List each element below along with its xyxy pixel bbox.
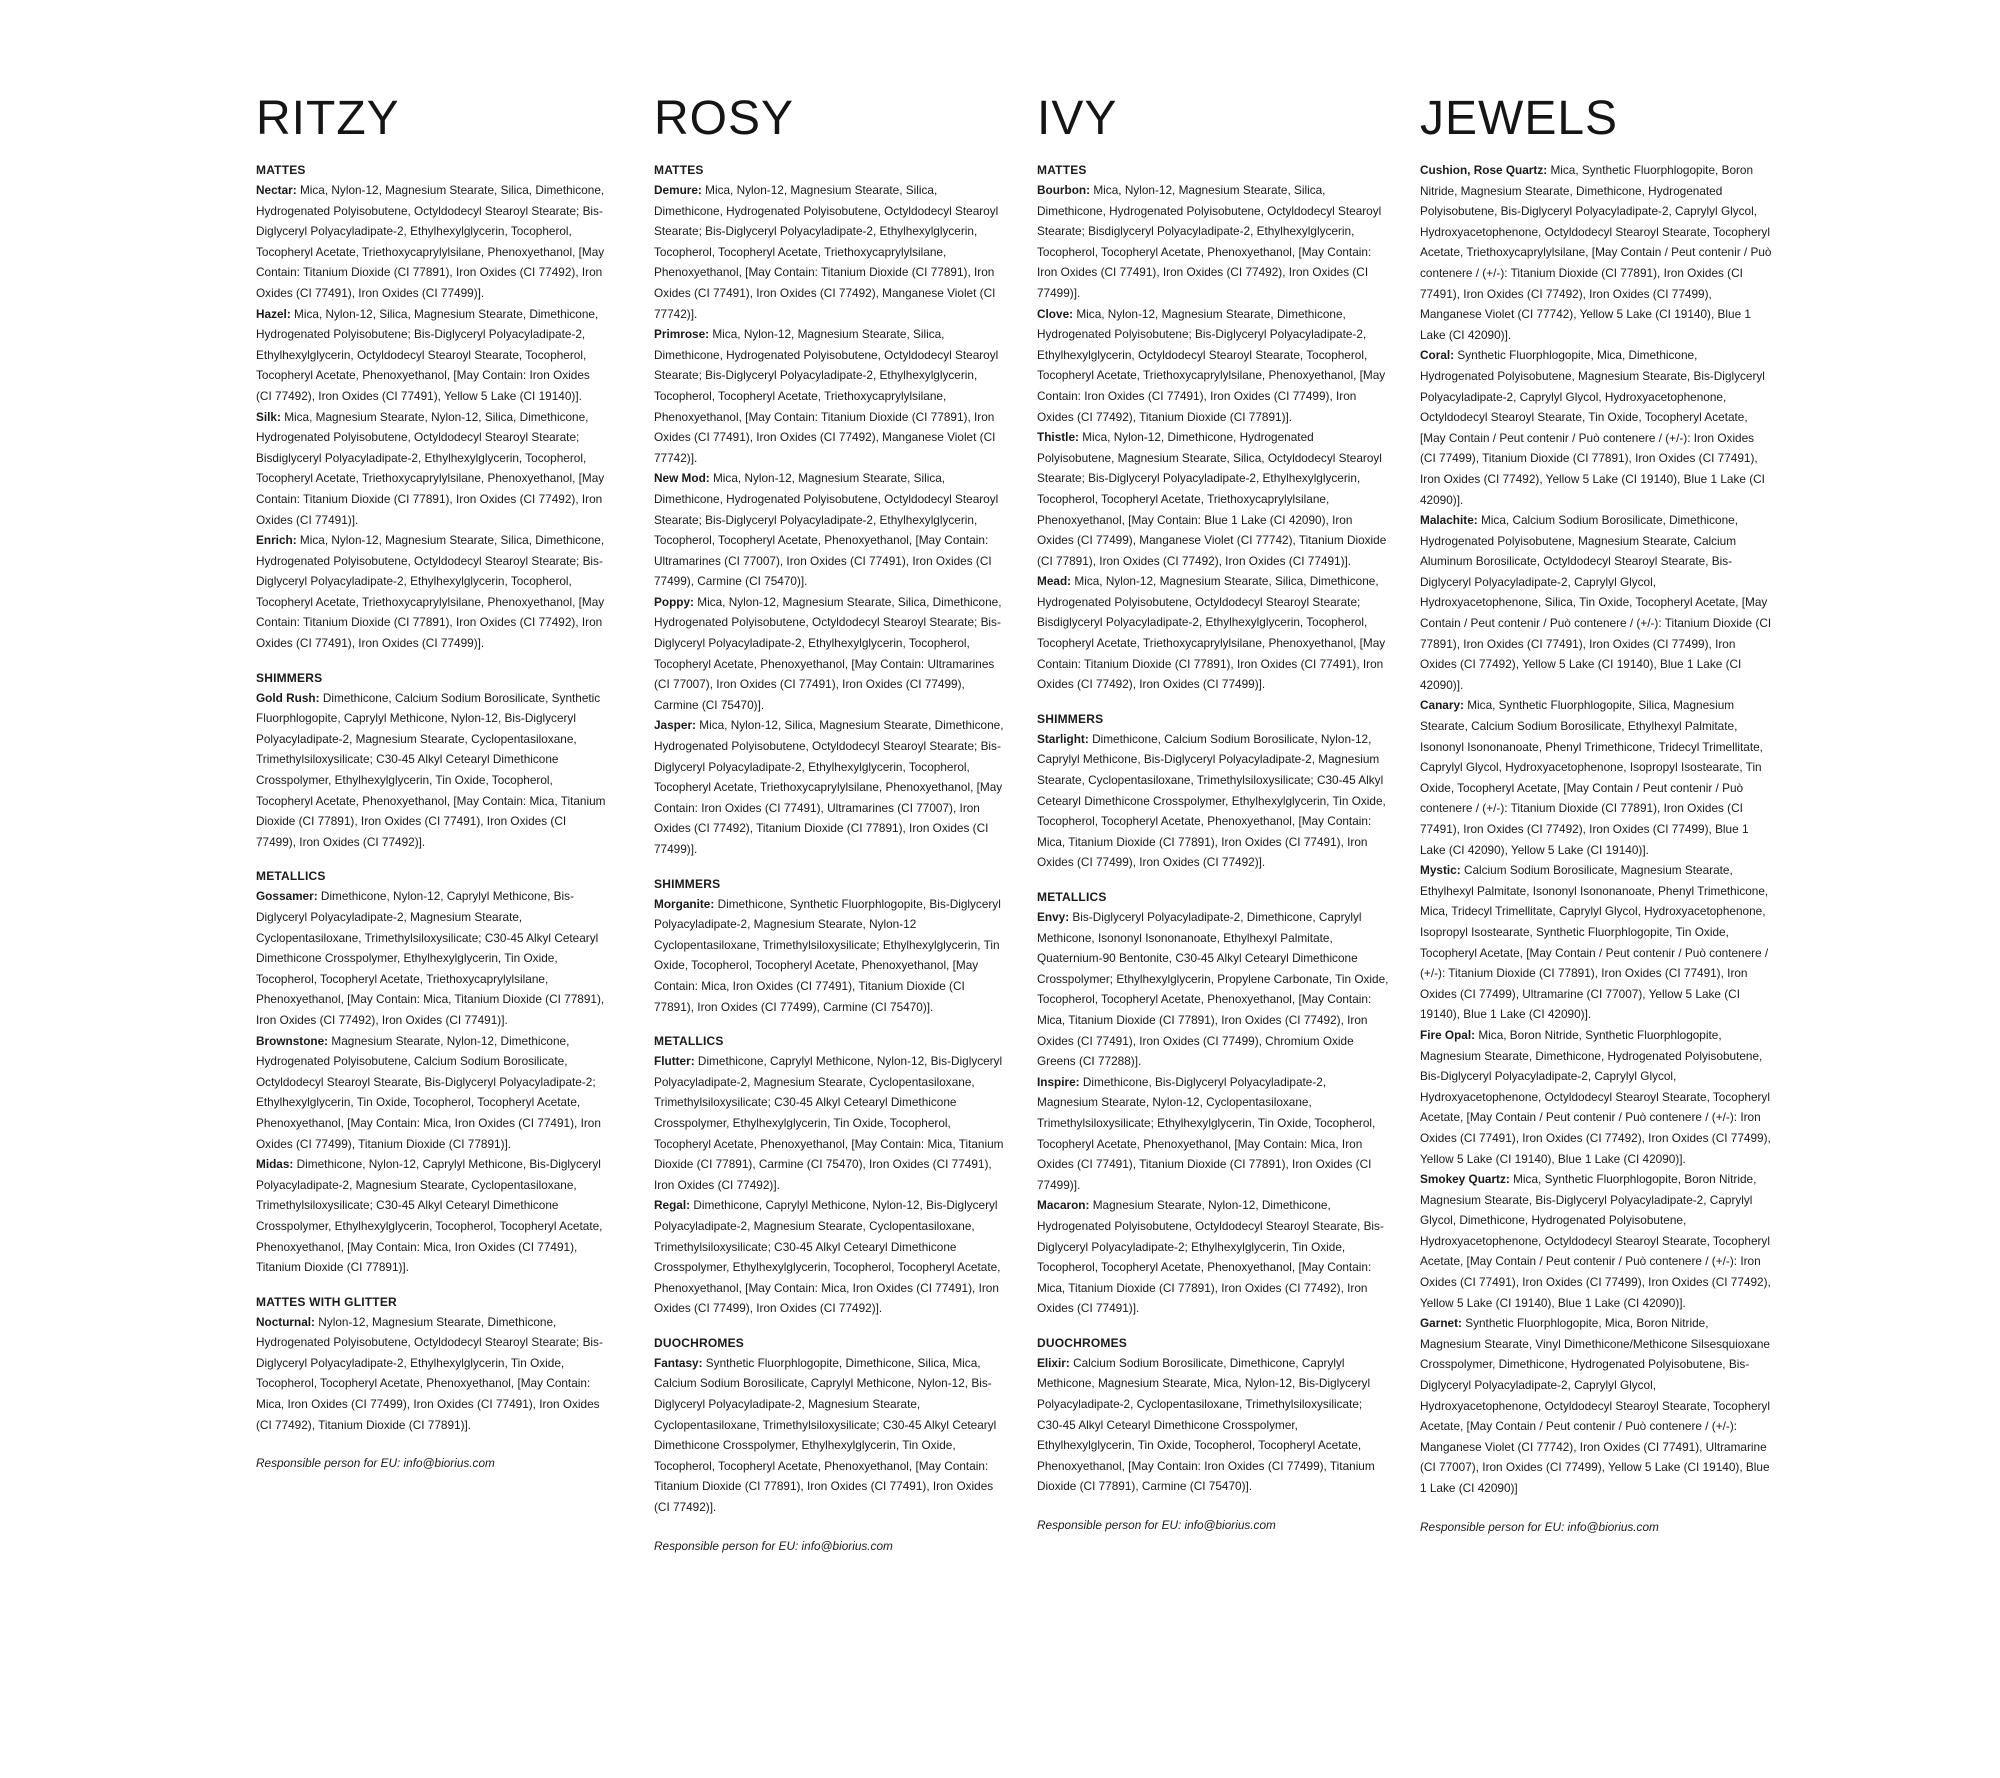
column-rosy <box>654 90 1006 1556</box>
eu-responsible-person-note: Responsible person for EU: info@biorius.com <box>256 1456 495 1471</box>
shade-name: Inspire: <box>1037 1074 1080 1089</box>
shade-entry <box>654 1195 1006 1319</box>
ingredient-list: Mica, Magnesium Stearate, Nylon-12, Silica, Dimethicone, Hydrogenated Polyisobutene, Octyldodecyl Stearoyl Stearate; Bisdiglyceryl Polyacyladipate-2, Ethylhexylglycerin, Tocopherol, Tocopheryl Acetate, Triethoxycaprylylsilane, Phenoxyethanol, [May Contain: Titanium Dioxide (CI 77891), Iron Oxides (CI 77492), Iron Oxides (CI 77491)]. <box>256 409 605 527</box>
ingredient-list: Dimethicone, Caprylyl Methicone, Nylon-12, Bis-Diglyceryl Polyacyladipate-2, Magnesium Stearate, Cyclopentasiloxane, Trimethylsiloxysilicate; C30-45 Alkyl Cetearyl Dimethicone Crosspolymer, Ethylhexylglycerin, Tin Oxide, Tocopherol, Tocopheryl Acetate, Phenoxyethanol, [May Contain: Mica, Titanium Dioxide (CI 77891), Carmine (CI 75470), Iron Oxides (CI 77491), Iron Oxides (CI 77492)]. <box>654 1054 1004 1192</box>
shade-name: Jasper: <box>654 718 696 733</box>
ingredient-section <box>1420 160 1772 1499</box>
shade-entry <box>654 1353 1006 1518</box>
shade-name: Hazel: <box>256 306 291 321</box>
ingredient-list: Mica, Nylon-12, Magnesium Stearate, Silica, Dimethicone, Hydrogenated Polyisobutene, Octyldodecyl Stearoyl Stearate; Bis-Diglyceryl Polyacyladipate-2, Ethylhexylglycerin, Tocopherol, Tocopheryl Acetate, Phenoxyethanol, [May Contain: Ultramarines (CI 77007), Iron Oxides (CI 77491), Iron Oxides (CI 77499), Carmine (CI 75470)]. <box>654 594 1002 712</box>
shade-name: Enrich: <box>256 533 297 548</box>
shade-entry <box>256 1031 608 1155</box>
shade-name: Thistle: <box>1037 430 1079 445</box>
ingredient-list: Mica, Nylon-12, Magnesium Stearate, Silica, Dimethicone, Hydrogenated Polyisobutene, Octyldodecyl Stearoyl Stearate; Bis-Diglyceryl Polyacyladipate-2, Ethylhexylglycerin, Tocopherol, Tocopheryl Acetate, Triethoxycaprylylsilane, Phenoxyethanol, [May Contain: Titanium Dioxide (CI 77891), Iron Oxides (CI 77492), Iron Oxides (CI 77491), Iron Oxides (CI 77499)]. <box>256 183 605 300</box>
shade-name: Regal: <box>654 1198 691 1213</box>
column-jewels <box>1420 90 1772 1537</box>
shade-entry <box>654 180 1006 324</box>
shade-name: Demure: <box>654 183 702 197</box>
shade-name: Mystic: <box>1420 863 1461 878</box>
ingredient-list: Mica, Synthetic Fluorphlogopite, Boron Nitride, Magnesium Stearate, Bis-Diglyceryl Polyacyladipate-2, Caprylyl Glycol, Dimethicone, Hydrogenated Polyisobutene, Hydroxyacetophenone, Octyldodecyl Stearoyl Stearate, Tocopheryl Acetate, [May Contain / Peut contenir / Può contenere / (+/-): Iron Oxides (CI 77491), Iron Oxides (CI 77499), Iron Oxides (CI 77492), Yellow 5 Lake (CI 19140), Blue 1 Lake (CI 42090)]. <box>1420 1172 1771 1310</box>
shade-name: Fantasy: <box>654 1355 703 1370</box>
palette-title: JEWELS <box>1420 92 1619 145</box>
shade-entry <box>1037 571 1389 695</box>
ingredient-section <box>256 160 608 654</box>
shade-name: Fire Opal: <box>1420 1027 1476 1042</box>
ingredient-list: Synthetic Fluorphlogopite, Dimethicone, Silica, Mica, Calcium Sodium Borosilicate, Caprylyl Methicone, Nylon-12, Bis-Diglyceryl Polyacyladipate-2, Magnesium Stearate, Cyclopentasiloxane, Trimethylsiloxysilicate; C30-45 Alkyl Cetearyl Dimethicone Crosspolymer, Ethylhexylglycerin, Tin Oxide, Tocopherol, Tocopheryl Acetate, Phenoxyethanol, [May Contain: Titanium Dioxide (CI 77891), Iron Oxides (CI 77491), Iron Oxides (CI 77492)]. <box>654 1355 997 1515</box>
shade-name: Brownstone: <box>256 1033 329 1048</box>
shade-entry <box>654 715 1006 859</box>
shade-entry <box>256 180 608 304</box>
palette-title: ROSY <box>654 92 795 145</box>
palette-title: IVY <box>1037 92 1118 145</box>
section-heading: METALLICS <box>1037 890 1107 904</box>
column-ivy <box>1037 90 1389 1535</box>
ingredient-list: Mica, Synthetic Fluorphlogopite, Boron Nitride, Magnesium Stearate, Dimethicone, Hydrogenated Polyisobutene, Bis-Diglyceryl Polyacyladipate-2, Caprylyl Glycol, Hydroxyacetophenone, Octyldodecyl Stearoyl Stearate, Tocopheryl Acetate, Triethoxycaprylylsilane, [May Contain / Peut contenir / Può contenere / (+/-): Titanium Dioxide (CI 77891), Iron Oxides (CI 77491), Iron Oxides (CI 77492), Iron Oxides (CI 77499), Manganese Violet (CI 77742), Yellow 5 Lake (CI 19140), Blue 1 Lake (CI 42090)]. <box>1420 163 1772 342</box>
shade-entry <box>256 407 608 531</box>
ingredient-list: Dimethicone, Nylon-12, Caprylyl Methicone, Bis-Diglyceryl Polyacyladipate-2, Magnesium Stearate, Cyclopentasiloxane, Trimethylsiloxysilicate; C30-45 Alkyl Cetearyl Dimethicone Crosspolymer, Ethylhexylglycerin, Tocopherol, Tocopheryl Acetate, Phenoxyethanol, [May Contain: Mica, Iron Oxides (CI 77491), Titanium Dioxide (CI 77891)]. <box>256 1157 603 1275</box>
section-heading: SHIMMERS <box>1037 711 1104 726</box>
shade-entry <box>1420 860 1772 1025</box>
shade-name: Smokey Quartz: <box>1420 1172 1510 1187</box>
shade-entry <box>256 886 608 1030</box>
ingredient-list: Mica, Nylon-12, Silica, Magnesium Stearate, Dimethicone, Hydrogenated Polyisobutene, Octyldodecyl Stearoyl Stearate; Bis-Diglyceryl Polyacyladipate-2, Ethylhexylglycerin, Tocopherol, Tocopheryl Acetate, Triethoxycaprylylsilane, Phenoxyethanol, [May Contain: Iron Oxides (CI 77491), Ultramarines (CI 77007), Iron Oxides (CI 77492), Titanium Dioxide (CI 77891), Iron Oxides (CI 77499)]. <box>654 718 1004 856</box>
ingredient-list: Synthetic Fluorphlogopite, Mica, Dimethicone, Hydrogenated Polyisobutene, Magnesium Stearate, Bis-Diglyceryl Polyacyladipate-2, Caprylyl Glycol, Hydroxyacetophenone, Octyldodecyl Stearoyl Stearate, Tin Oxide, Tocopheryl Acetate, [May Contain / Peut contenir / Può contenere / (+/-): Iron Oxides (CI 77499), Titanium Dioxide (CI 77891), Iron Oxides (CI 77491), Iron Oxides (CI 77492), Yellow 5 Lake (CI 19140), Blue 1 Lake (CI 42090)]. <box>1420 348 1765 507</box>
shade-entry <box>654 592 1006 716</box>
shade-name: Coral: <box>1420 348 1455 363</box>
ingredient-list: Mica, Nylon-12, Magnesium Stearate, Silica, Dimethicone, Hydrogenated Polyisobutene, Octyldodecyl Stearoyl Stearate; Bis-Diglyceryl Polyacyladipate-2, Ethylhexylglycerin, Tocopherol, Tocopheryl Acetate, Triethoxycaprylylsilane, Phenoxyethanol, [May Contain: Titanium Dioxide (CI 77891), Iron Oxides (CI 77491), Iron Oxides (CI 77492), Manganese Violet (CI 77742)]. <box>654 183 999 321</box>
ingredient-list: Synthetic Fluorphlogopite, Mica, Boron Nitride, Magnesium Stearate, Vinyl Dimethicone/Methicone Silsesquioxane Crosspolymer, Dimethicone, Hydrogenated Polyisobutene, Bis-Diglyceryl Polyacyladipate-2, Caprylyl Glycol, Hydroxyacetophenone, Octyldodecyl Stearoyl Stearate, Tocopheryl Acetate, [May Contain / Peut contenir / Può contenere / (+/-): Manganese Violet (CI 77742), Iron Oxides (CI 77491), Ultramarine (CI 77007), Iron Oxides (CI 77499), Yellow 5 Lake (CI 19140), Blue 1 Lake (CI 42090)] <box>1420 1316 1770 1495</box>
section-heading: DUOCHROMES <box>654 1335 745 1350</box>
ingredient-list: Mica, Nylon-12, Magnesium Stearate, Silica, Dimethicone, Hydrogenated Polyisobutene, Octyldodecyl Stearoyl Stearate; Bis-Diglyceryl Polyacyladipate-2, Ethylhexylglycerin, Tocopherol, Tocopheryl Acetate, Phenoxyethanol, [May Contain: Ultramarines (CI 77007), Iron Oxides (CI 77491), Iron Oxides (CI 77499), Carmine (CI 75470)]. <box>654 471 999 589</box>
section-heading: SHIMMERS <box>256 670 323 685</box>
shade-entry <box>1037 907 1389 1072</box>
shade-name: Morganite: <box>654 896 715 911</box>
shade-entry <box>1420 1169 1772 1313</box>
ingredient-section <box>654 1333 1006 1518</box>
ingredient-section <box>654 160 1006 860</box>
shade-entry <box>1037 427 1389 571</box>
shade-entry <box>1037 304 1389 428</box>
shade-name: Elixir: <box>1037 1355 1070 1370</box>
ingredient-section <box>256 866 608 1277</box>
shade-name: New Mod: <box>654 471 710 486</box>
eu-responsible-person-note: Responsible person for EU: info@biorius.com <box>1420 1519 1659 1534</box>
ingredient-list: Mica, Nylon-12, Magnesium Stearate, Silica, Dimethicone, Hydrogenated Polyisobutene, Octyldodecyl Stearoyl Stearate; Bis-Diglyceryl Polyacyladipate-2, Ethylhexylglycerin, Tocopherol, Tocopheryl Acetate, Triethoxycaprylylsilane, Phenoxyethanol, [May Contain: Titanium Dioxide (CI 77891), Iron Oxides (CI 77491), Iron Oxides (CI 77492), Manganese Violet (CI 77742)]. <box>654 327 999 465</box>
ingredient-list: Dimethicone, Calcium Sodium Borosilicate, Synthetic Fluorphlogopite, Caprylyl Methicone, Nylon-12, Bis-Diglyceryl Polyacyladipate-2, Magnesium Stearate, Cyclopentasiloxane, Trimethylsiloxysilicate; C30-45 Alkyl Cetearyl Dimethicone Crosspolymer, Ethylhexylglycerin, Tin Oxide, Tocopherol, Tocopheryl Acetate, Phenoxyethanol, [May Contain: Mica, Titanium Dioxide (CI 77891), Iron Oxides (CI 77491), Iron Oxides (CI 77499), Iron Oxides (CI 77492)]. <box>256 690 606 849</box>
ingredient-list: Dimethicone, Synthetic Fluorphlogopite, Bis-Diglyceryl Polyacyladipate-2, Magnesium Stearate, Nylon-12 Cyclopentasiloxane, Trimethylsiloxysilicate; Ethylhexylglycerin, Tin Oxide, Tocopherol, Tocopheryl Acetate, Phenoxyethanol, [May Contain: Mica, Iron Oxides (CI 77491), Titanium Dioxide (CI 77891), Iron Oxides (CI 77499), Carmine (CI 75470)]. <box>654 896 1001 1014</box>
shade-name: Canary: <box>1420 698 1464 713</box>
ingredient-list: Mica, Nylon-12, Magnesium Stearate, Silica, Dimethicone, Hydrogenated Polyisobutene, Octyldodecyl Stearoyl Stearate; Bis-Diglyceryl Polyacyladipate-2, Ethylhexylglycerin, Tocopherol, Tocopheryl Acetate, Triethoxycaprylylsilane, Phenoxyethanol, [May Contain: Titanium Dioxide (CI 77891), Iron Oxides (CI 77492), Iron Oxides (CI 77491), Iron Oxides (CI 77499)]. <box>256 533 605 651</box>
shade-name: Malachite: <box>1420 513 1478 528</box>
ingredient-list: Nylon-12, Magnesium Stearate, Dimethicone, Hydrogenated Polyisobutene, Octyldodecyl Stearoyl Stearate; Bis-Diglyceryl Polyacyladipate-2, Ethylhexylglycerin, Tin Oxide, Tocopherol, Tocopheryl Acetate, Phenoxyethanol, [May Contain: Mica, Iron Oxides (CI 77499), Iron Oxides (CI 77491), Iron Oxides (CI 77492), Titanium Dioxide (CI 77891)]. <box>256 1314 603 1432</box>
ingredient-section <box>1037 160 1389 695</box>
ingredient-list: Mica, Nylon-12, Magnesium Stearate, Silica, Dimethicone, Hydrogenated Polyisobutene, Octyldodecyl Stearoyl Stearate; Bisdiglyceryl Polyacyladipate-2, Ethylhexylglycerin, Tocopherol, Tocopheryl Acetate, Phenoxyethanol, [May Contain: Iron Oxides (CI 77491), Iron Oxides (CI 77492), Iron Oxides (CI 77499)]. <box>1037 183 1382 300</box>
ingredient-list: Magnesium Stearate, Nylon-12, Dimethicone, Hydrogenated Polyisobutene, Octyldodecyl Stearoyl Stearate, Bis-Diglyceryl Polyacyladipate-2; Ethylhexylglycerin, Tin Oxide, Tocopherol, Tocopheryl Acetate, Phenoxyethanol, [May Contain: Mica, Titanium Dioxide (CI 77891), Iron Oxides (CI 77492), Iron Oxides (CI 77491)]. <box>1037 1198 1384 1316</box>
shade-entry <box>1420 160 1772 345</box>
shade-entry <box>256 688 608 853</box>
section-heading: MATTES <box>1037 163 1087 177</box>
shade-name: Mead: <box>1037 574 1072 589</box>
shade-name: Flutter: <box>654 1054 695 1069</box>
ingredient-list: Mica, Nylon-12, Magnesium Stearate, Dimethicone, Hydrogenated Polyisobutene; Bis-Diglyceryl Polyacyladipate-2, Ethylhexylglycerin, Octyldodecyl Stearoyl Stearate, Tocopherol, Tocopheryl Acetate, Triethoxycaprylylsilane, Phenoxyethanol, [May Contain: Iron Oxides (CI 77491), Iron Oxides (CI 77499), Iron Oxides (CI 77492), Titanium Dioxide (CI 77891)]. <box>1037 306 1386 424</box>
column-ritzy <box>256 90 608 1473</box>
shade-name: Gold Rush: <box>256 690 320 705</box>
section-heading: MATTES <box>256 163 306 177</box>
shade-entry <box>654 1051 1006 1195</box>
shade-entry <box>1037 729 1389 873</box>
shade-entry <box>1420 1025 1772 1169</box>
ingredient-list: Dimethicone, Nylon-12, Caprylyl Methicone, Bis-Diglyceryl Polyacyladipate-2, Magnesium Stearate, Cyclopentasiloxane, Trimethylsiloxysilicate; C30-45 Alkyl Cetearyl Dimethicone Crosspolymer, Ethylhexylglycerin, Tin Oxide, Tocopherol, Tocopheryl Acetate, Triethoxycaprylylsilane, Phenoxyethanol, [May Contain: Mica, Titanium Dioxide (CI 77891), Iron Oxides (CI 77492), Iron Oxides (CI 77491)]. <box>256 889 605 1027</box>
ingredient-list: Calcium Sodium Borosilicate, Dimethicone, Caprylyl Methicone, Magnesium Stearate, Mica, Nylon-12, Bis-Diglyceryl Polyacyladipate-2, Cyclopentasiloxane, Trimethylsiloxysilicate; C30-45 Alkyl Cetearyl Dimethicone Crosspolymer, Ethylhexylglycerin, Tin Oxide, Tocopherol, Tocopheryl Acetate, Phenoxyethanol, [May Contain: Iron Oxides (CI 77499), Titanium Dioxide (CI 77891), Carmine (CI 75470)]. <box>1037 1355 1375 1494</box>
shade-entry <box>1037 1353 1389 1497</box>
shade-name: Silk: <box>256 409 281 424</box>
section-heading: MATTES <box>654 163 704 177</box>
ingredient-list: Mica, Nylon-12, Silica, Magnesium Stearate, Dimethicone, Hydrogenated Polyisobutene; Bis-Diglyceryl Polyacyladipate-2, Ethylhexylglycerin, Octyldodecyl Stearoyl Stearate, Tocopherol, Tocopheryl Acetate, Phenoxyethanol, [May Contain: Iron Oxides (CI 77492), Iron Oxides (CI 77491), Yellow 5 Lake (CI 19140)]. <box>256 306 599 403</box>
ingredient-section <box>1037 709 1389 873</box>
shade-name: Bourbon: <box>1037 183 1091 197</box>
shade-name: Nectar: <box>256 183 297 197</box>
section-heading: DUOCHROMES <box>1037 1335 1128 1350</box>
palette-title: RITZY <box>256 92 400 145</box>
shade-entry <box>1037 1072 1389 1196</box>
shade-name: Garnet: <box>1420 1316 1462 1331</box>
ingredient-list: Mica, Nylon-12, Dimethicone, Hydrogenated Polyisobutene, Magnesium Stearate, Silica, Octyldodecyl Stearoyl Stearate; Bis-Diglyceryl Polyacyladipate-2, Ethylhexylglycerin, Tocopherol, Tocopheryl Acetate, Triethoxycaprylylsilane, Phenoxyethanol, [May Contain: Blue 1 Lake (CI 42090), Iron Oxides (CI 77499), Manganese Violet (CI 77742), Titanium Dioxide (CI 77891), Iron Oxides (CI 77492), Iron Oxides (CI 77491)]. <box>1037 430 1387 568</box>
ingredient-list: Magnesium Stearate, Nylon-12, Dimethicone, Hydrogenated Polyisobutene, Calcium Sodium Borosilicate, Octyldodecyl Stearoyl Stearate, Bis-Diglyceryl Polyacyladipate-2; Ethylhexylglycerin, Tin Oxide, Tocopherol, Tocopheryl Acetate, Phenoxyethanol, [May Contain: Mica, Iron Oxides (CI 77491), Iron Oxides (CI 77499), Titanium Dioxide (CI 77891)]. <box>256 1033 601 1151</box>
ingredient-list: Mica, Calcium Sodium Borosilicate, Dimethicone, Hydrogenated Polyisobutene, Magnesium Stearate, Calcium Aluminum Borosilicate, Octyldodecyl Stearoyl Stearate, Bis-Diglyceryl Polyacyladipate-2, Caprylyl Glycol, Hydroxyacetophenone, Silica, Tin Oxide, Tocopheryl Acetate, [May Contain / Peut contenir / Può contenere / (+/-): Titanium Dioxide (CI 77891), Iron Oxides (CI 77491), Iron Oxides (CI 77499), Iron Oxides (CI 77492), Yellow 5 Lake (CI 19140), Blue 1 Lake (CI 42090)]. <box>1420 513 1772 692</box>
shade-entry <box>1420 345 1772 510</box>
section-heading: SHIMMERS <box>654 876 721 891</box>
section-heading: METALLICS <box>654 1034 724 1049</box>
ingredient-section <box>256 1292 608 1436</box>
shade-entry <box>1037 1195 1389 1319</box>
shade-entry <box>256 1154 608 1278</box>
ingredient-list: Dimethicone, Calcium Sodium Borosilicate, Nylon-12, Caprylyl Methicone, Bis-Diglyceryl Polyacyladipate-2, Magnesium Stearate, Cyclopentasiloxane, Trimethylsiloxysilicate; C30-45 Alkyl Cetearyl Dimethicone Crosspolymer, Ethylhexylglycerin, Tin Oxide, Tocopherol, Tocopheryl Acetate, Phenoxyethanol, [May Contain: Mica, Titanium Dioxide (CI 77891), Iron Oxides (CI 77491), Iron Oxides (CI 77499), Iron Oxides (CI 77492)]. <box>1037 731 1386 870</box>
ingredient-list: Dimethicone, Caprylyl Methicone, Nylon-12, Bis-Diglyceryl Polyacyladipate-2, Magnesium Stearate, Cyclopentasiloxane, Trimethylsiloxysilicate; C30-45 Alkyl Cetearyl Dimethicone Crosspolymer, Ethylhexylglycerin, Tocopherol, Tocopheryl Acetate, Phenoxyethanol, [May Contain: Mica, Iron Oxides (CI 77491), Iron Oxides (CI 77499), Iron Oxides (CI 77492)]. <box>654 1198 1001 1316</box>
ingredient-section <box>654 1031 1006 1319</box>
shade-entry <box>256 1312 608 1436</box>
ingredient-section <box>256 668 608 853</box>
section-heading: METALLICS <box>256 869 326 884</box>
ingredient-section <box>1037 887 1389 1319</box>
shade-name: Clove: <box>1037 306 1074 321</box>
shade-name: Cushion, Rose Quartz: <box>1420 163 1548 177</box>
shade-entry <box>654 468 1006 592</box>
shade-name: Midas: <box>256 1157 294 1172</box>
eu-responsible-person-note: Responsible person for EU: info@biorius.com <box>654 1538 893 1553</box>
shade-entry <box>654 324 1006 468</box>
ingredient-list: Mica, Synthetic Fluorphlogopite, Silica, Magnesium Stearate, Calcium Sodium Borosilicate, Ethylhexyl Palmitate, Isononyl Isononanoate, Phenyl Trimethicone, Tridecyl Trimellitate, Caprylyl Glycol, Hydroxyacetophenone, Isopropyl Isostearate, Tin Oxide, Tocopheryl Acetate, [May Contain / Peut contenir / Può contenere / (+/-): Titanium Dioxide (CI 77891), Iron Oxides (CI 77491), Iron Oxides (CI 77492), Iron Oxides (CI 77499), Blue 1 Lake (CI 42090), Yellow 5 Lake (CI 19140)]. <box>1420 698 1763 857</box>
shade-name: Primrose: <box>654 327 710 342</box>
shade-name: Macaron: <box>1037 1198 1090 1213</box>
shade-entry <box>256 530 608 654</box>
shade-name: Poppy: <box>654 594 694 609</box>
shade-name: Envy: <box>1037 910 1070 924</box>
shade-name: Nocturnal: <box>256 1314 315 1329</box>
ingredient-list: Dimethicone, Bis-Diglyceryl Polyacyladipate-2, Magnesium Stearate, Nylon-12, Cyclopentasiloxane, Trimethylsiloxysilicate; Ethylhexylglycerin, Tin Oxide, Tocopherol, Tocopheryl Acetate, Phenoxyethanol, [May Contain: Mica, Iron Oxides (CI 77491), Titanium Dioxide (CI 77891), Iron Oxides (CI 77499)]. <box>1037 1074 1376 1192</box>
shade-entry <box>1420 695 1772 860</box>
ingredient-list: Mica, Boron Nitride, Synthetic Fluorphlogopite, Magnesium Stearate, Dimethicone, Hydrogenated Polyisobutene, Bis-Diglyceryl Polyacyladipate-2, Caprylyl Glycol, Hydroxyacetophenone, Octyldodecyl Stearoyl Stearate, Tocopheryl Acetate, [May Contain / Peut contenir / Può contenere / (+/-): Iron Oxides (CI 77491), Iron Oxides (CI 77492), Iron Oxides (CI 77499), Yellow 5 Lake (CI 19140), Blue 1 Lake (CI 42090)]. <box>1420 1027 1771 1166</box>
eu-responsible-person-note: Responsible person for EU: info@biorius.com <box>1037 1518 1276 1533</box>
shade-entry <box>1037 180 1389 304</box>
section-heading: MATTES WITH GLITTER <box>256 1294 397 1309</box>
shade-entry <box>654 894 1006 1018</box>
shade-entry <box>256 304 608 407</box>
ingredient-section <box>1037 1333 1389 1497</box>
ingredient-section <box>654 874 1006 1018</box>
shade-name: Starlight: <box>1037 731 1089 746</box>
shade-entry <box>1420 1313 1772 1498</box>
ingredient-list: Bis-Diglyceryl Polyacyladipate-2, Dimethicone, Caprylyl Methicone, Isononyl Isononanoate, Ethylhexyl Palmitate, Quaternium-90 Bentonite, C30-45 Alkyl Cetearyl Dimethicone Crosspolymer; Ethylhexylglycerin, Propylene Carbonate, Tin Oxide, Tocopherol, Tocopheryl Acetate, Phenoxyethanol, [May Contain: Mica, Titanium Dioxide (CI 77891), Iron Oxides (CI 77492), Iron Oxides (CI 77491), Iron Oxides (CI 77499), Chromium Oxide Greens (CI 77288)]. <box>1037 910 1389 1069</box>
ingredient-list: Calcium Sodium Borosilicate, Magnesium Stearate, Ethylhexyl Palmitate, Isononyl Isononanoate, Phenyl Trimethicone, Mica, Tridecyl Trimellitate, Caprylyl Glycol, Hydroxyacetophenone, Isopropyl Isostearate, Synthetic Fluorphlogopite, Tin Oxide, Tocopheryl Acetate, [May Contain / Peut contenir / Può contenere / (+/-): Titanium Dioxide (CI 77891), Iron Oxides (CI 77491), Iron Oxides (CI 77499), Ultramarine (CI 77007), Yellow 5 Lake (CI 19140), Blue 1 Lake (CI 42090)]. <box>1420 863 1769 1022</box>
ingredient-list: Mica, Nylon-12, Magnesium Stearate, Silica, Dimethicone, Hydrogenated Polyisobutene, Octyldodecyl Stearoyl Stearate; Bisdiglyceryl Polyacyladipate-2, Ethylhexylglycerin, Tocopherol, Tocopheryl Acetate, Triethoxycaprylylsilane, Phenoxyethanol, [May Contain: Titanium Dioxide (CI 77891), Iron Oxides (CI 77491), Iron Oxides (CI 77492), Iron Oxides (CI 77499)]. <box>1037 574 1386 692</box>
shade-name: Gossamer: <box>256 889 318 904</box>
shade-entry <box>1420 510 1772 695</box>
